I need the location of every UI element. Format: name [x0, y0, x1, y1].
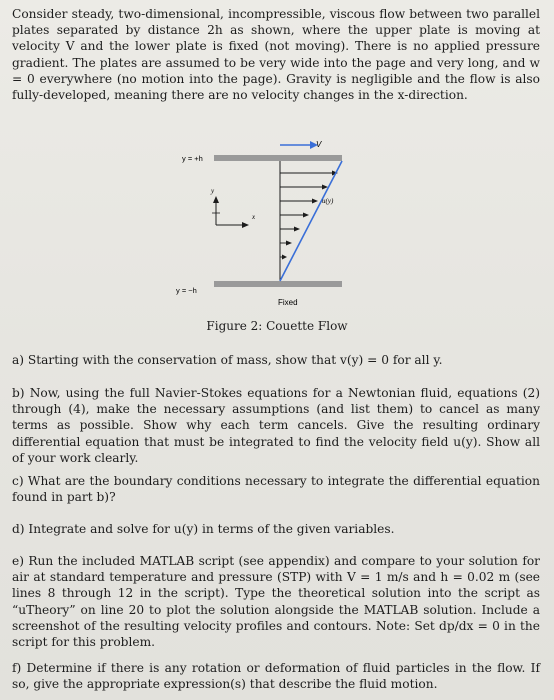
question-d: d) Integrate and solve for u(y) in terms of the given variables.: [12, 522, 395, 536]
question-b: b) Now, using the full Navier-Stokes equations for a Newtonian fluid, equations (2) through (4), make the necessary assumptions (and list them) to cancel as many terms as possible. Show why each term cancels. Give the resulting ordinary differential equation that must be integrated to find the velocity field u(y). Show all of your work clearly.: [12, 386, 540, 465]
label-V: V: [316, 140, 322, 149]
upper-plate: [214, 155, 342, 161]
label-bottom: y = −h: [176, 286, 197, 295]
figure-caption: Figure 2: Couette Flow: [206, 319, 348, 333]
label-top: y = +h: [182, 154, 203, 163]
label-y-axis: y: [211, 187, 215, 195]
lower-plate: [214, 281, 342, 287]
couette-diagram: [170, 135, 390, 310]
label-u-of-y: u(y): [322, 197, 334, 205]
question-c: c) What are the boundary conditions necessary to integrate the differential equation found in part b)?: [12, 474, 540, 505]
plate-velocity-arrow: [280, 141, 318, 149]
coordinate-axes: [212, 196, 249, 228]
question-f: f) Determine if there is any rotation or deformation of fluid particles in the flow. If so, give the appropriate expression(s) that describe the fluid motion.: [12, 661, 540, 692]
couette-flow-figure: [170, 135, 390, 310]
label-fixed: Fixed: [278, 298, 298, 307]
label-x-axis: x: [252, 213, 256, 221]
linear-velocity-profile: [280, 161, 342, 281]
question-e: e) Run the included MATLAB script (see appendix) and compare to your solution for air at standard temperature and pressure (STP) with V = 1 m/s and h = 0.02 m (see lines 8 through 12 in the script). Type the theoretical solution into the script as “uTheory” on line 20 to plot the solution alongside the MATLAB solution. Include a screenshot of the resulting velocity profiles and contours. Note: Set dp/dx = 0 in the script for this problem.: [12, 554, 540, 650]
problem-intro: Consider steady, two-dimensional, incompressible, viscous flow between two parallel plates separated by distance 2h as shown, where the upper plate is moving at velocity V and the lower plate is fixed (not moving). There is no applied pressure gradient. The plates are assumed to be very wide into the page and very long, and w = 0 everywhere (no motion into the page). Gravity is negligible and the flow is also fully-developed, meaning there are no velocity changes in the x-direction.: [12, 7, 540, 103]
question-a: a) Starting with the conservation of mass, show that v(y) = 0 for all y.: [12, 353, 443, 367]
